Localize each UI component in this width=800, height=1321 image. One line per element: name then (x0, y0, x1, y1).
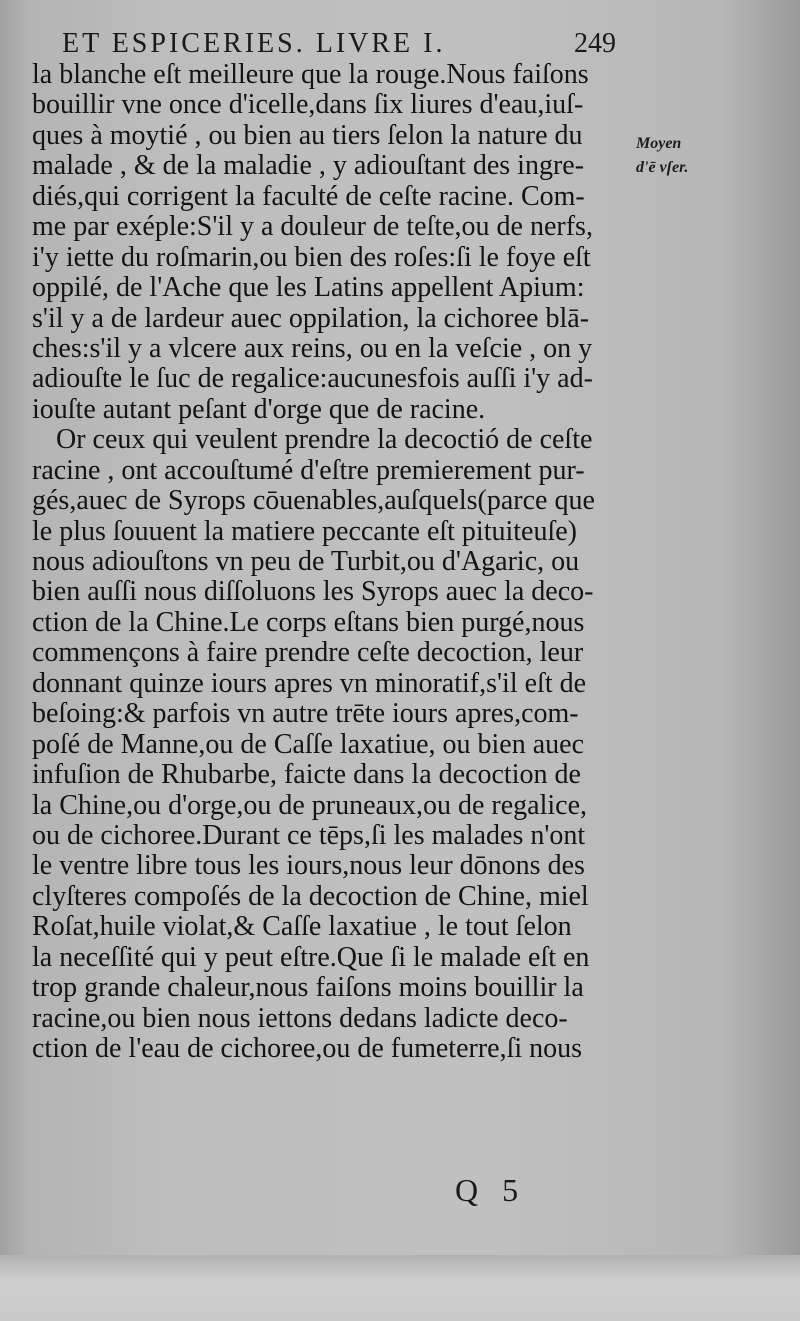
text-line: ou de cichoree.Durant ce tēps,ſi les malades n'ont (32, 819, 586, 851)
text-line: le ventre libre tous les iours,nous leur dōnons des (32, 850, 585, 882)
text-line: commençons à faire prendre ceſte decoction, leur (32, 637, 584, 669)
text-line: la blanche eſt meilleure que la rouge.Nous faiſons (32, 59, 589, 90)
text-line: diés,qui corrigent la faculté de ceſte racine. Com- (32, 180, 585, 212)
text-line: ques à moytié , ou bien au tiers ſelon la nature du (32, 119, 583, 151)
text-line: la Chine,ou d'orge,ou de pruneaux,ou de regalice, (32, 789, 588, 821)
text-line: beſoing:& parfois vn autre trēte iours apres,com- (32, 698, 579, 730)
text-line: ction de l'eau de cichoree,ou de fumeterre,ſi nous (32, 1033, 583, 1064)
signature-mark: Q 5 (455, 1172, 527, 1208)
text-line: ches:s'il y a vlcere aux reins, ou en la veſcie , on y (32, 332, 593, 364)
text-line: bien auſſi nous diſſoluons les Syrops auec la deco- (32, 576, 594, 608)
text-line: racine,ou bien nous iettons dedans ladicte deco- (32, 1002, 568, 1034)
page-bottom-margin (0, 1255, 800, 1321)
text-line: ction de la Chine.Le corps eſtans bien purgé,nous (32, 606, 585, 638)
text-line: s'il y a de lardeur auec oppilation, la cichoree blā- (32, 302, 590, 334)
text-line: nous adiouſtons vn peu de Turbit,ou d'Agaric, ou (32, 546, 580, 577)
text-line: malade , & de la maladie , y adiouſtant des ingre- (32, 150, 585, 182)
text-line: Roſat,huile violat,& Caſſe laxatiue , le tout ſelon (32, 911, 572, 943)
text-line: le plus ſouuent la matiere peccante eſt pituiteuſe) (32, 515, 578, 547)
text-line: racine , ont accouſtumé d'eſtre premierement pur- (32, 454, 585, 486)
running-title: ET ESPICERIES. LIVRE I. (62, 28, 446, 59)
marginal-note (636, 132, 736, 180)
text-line: me par exéple:S'il y a douleur de teſte,ou de nerfs, (32, 211, 593, 243)
body-text (32, 60, 642, 1064)
text-line: donnant quinze iours apres vn minoratif,s'il eſt de (32, 667, 587, 699)
marginal-note-line: d'ē vſer. (636, 159, 689, 176)
paragraph-start-line: Or ceux qui veulent prendre la decoctió de ceſte (56, 424, 593, 456)
text-line: adiouſte le ſuc de regalice:aucunesfois auſſi i'y ad- (32, 363, 593, 395)
text-line: gés,auec de Syrops cōuenables,auſquels(parce que (32, 485, 595, 517)
text-line: clyſteres compoſés de la decoction de Chine, miel (32, 880, 589, 912)
page-number: 249 (574, 28, 616, 59)
text-line: oppilé, de l'Ache que les Latins appellent Apium: (32, 272, 585, 304)
text-line: bouillir vne once d'icelle,dans ſix liures d'eau,iuſ- (32, 89, 584, 121)
text-line: trop grande chaleur,nous faiſons moins bouillir la (32, 972, 584, 1004)
text-line: la neceſſité qui y peut eſtre.Que ſi le malade eſt en (32, 941, 590, 973)
text-line: poſé de Manne,ou de Caſſe laxatiue, ou bien auec (32, 728, 585, 760)
marginal-note-line: Moyen (636, 135, 682, 152)
text-line: infuſion de Rhubarbe, faicte dans la decoction de (32, 759, 581, 791)
text-line: iouſte autant peſant d'orge que de racine. (32, 393, 486, 425)
text-line: i'y iette du roſmarin,ou bien des roſes:ſi le foye eſt (32, 241, 591, 273)
